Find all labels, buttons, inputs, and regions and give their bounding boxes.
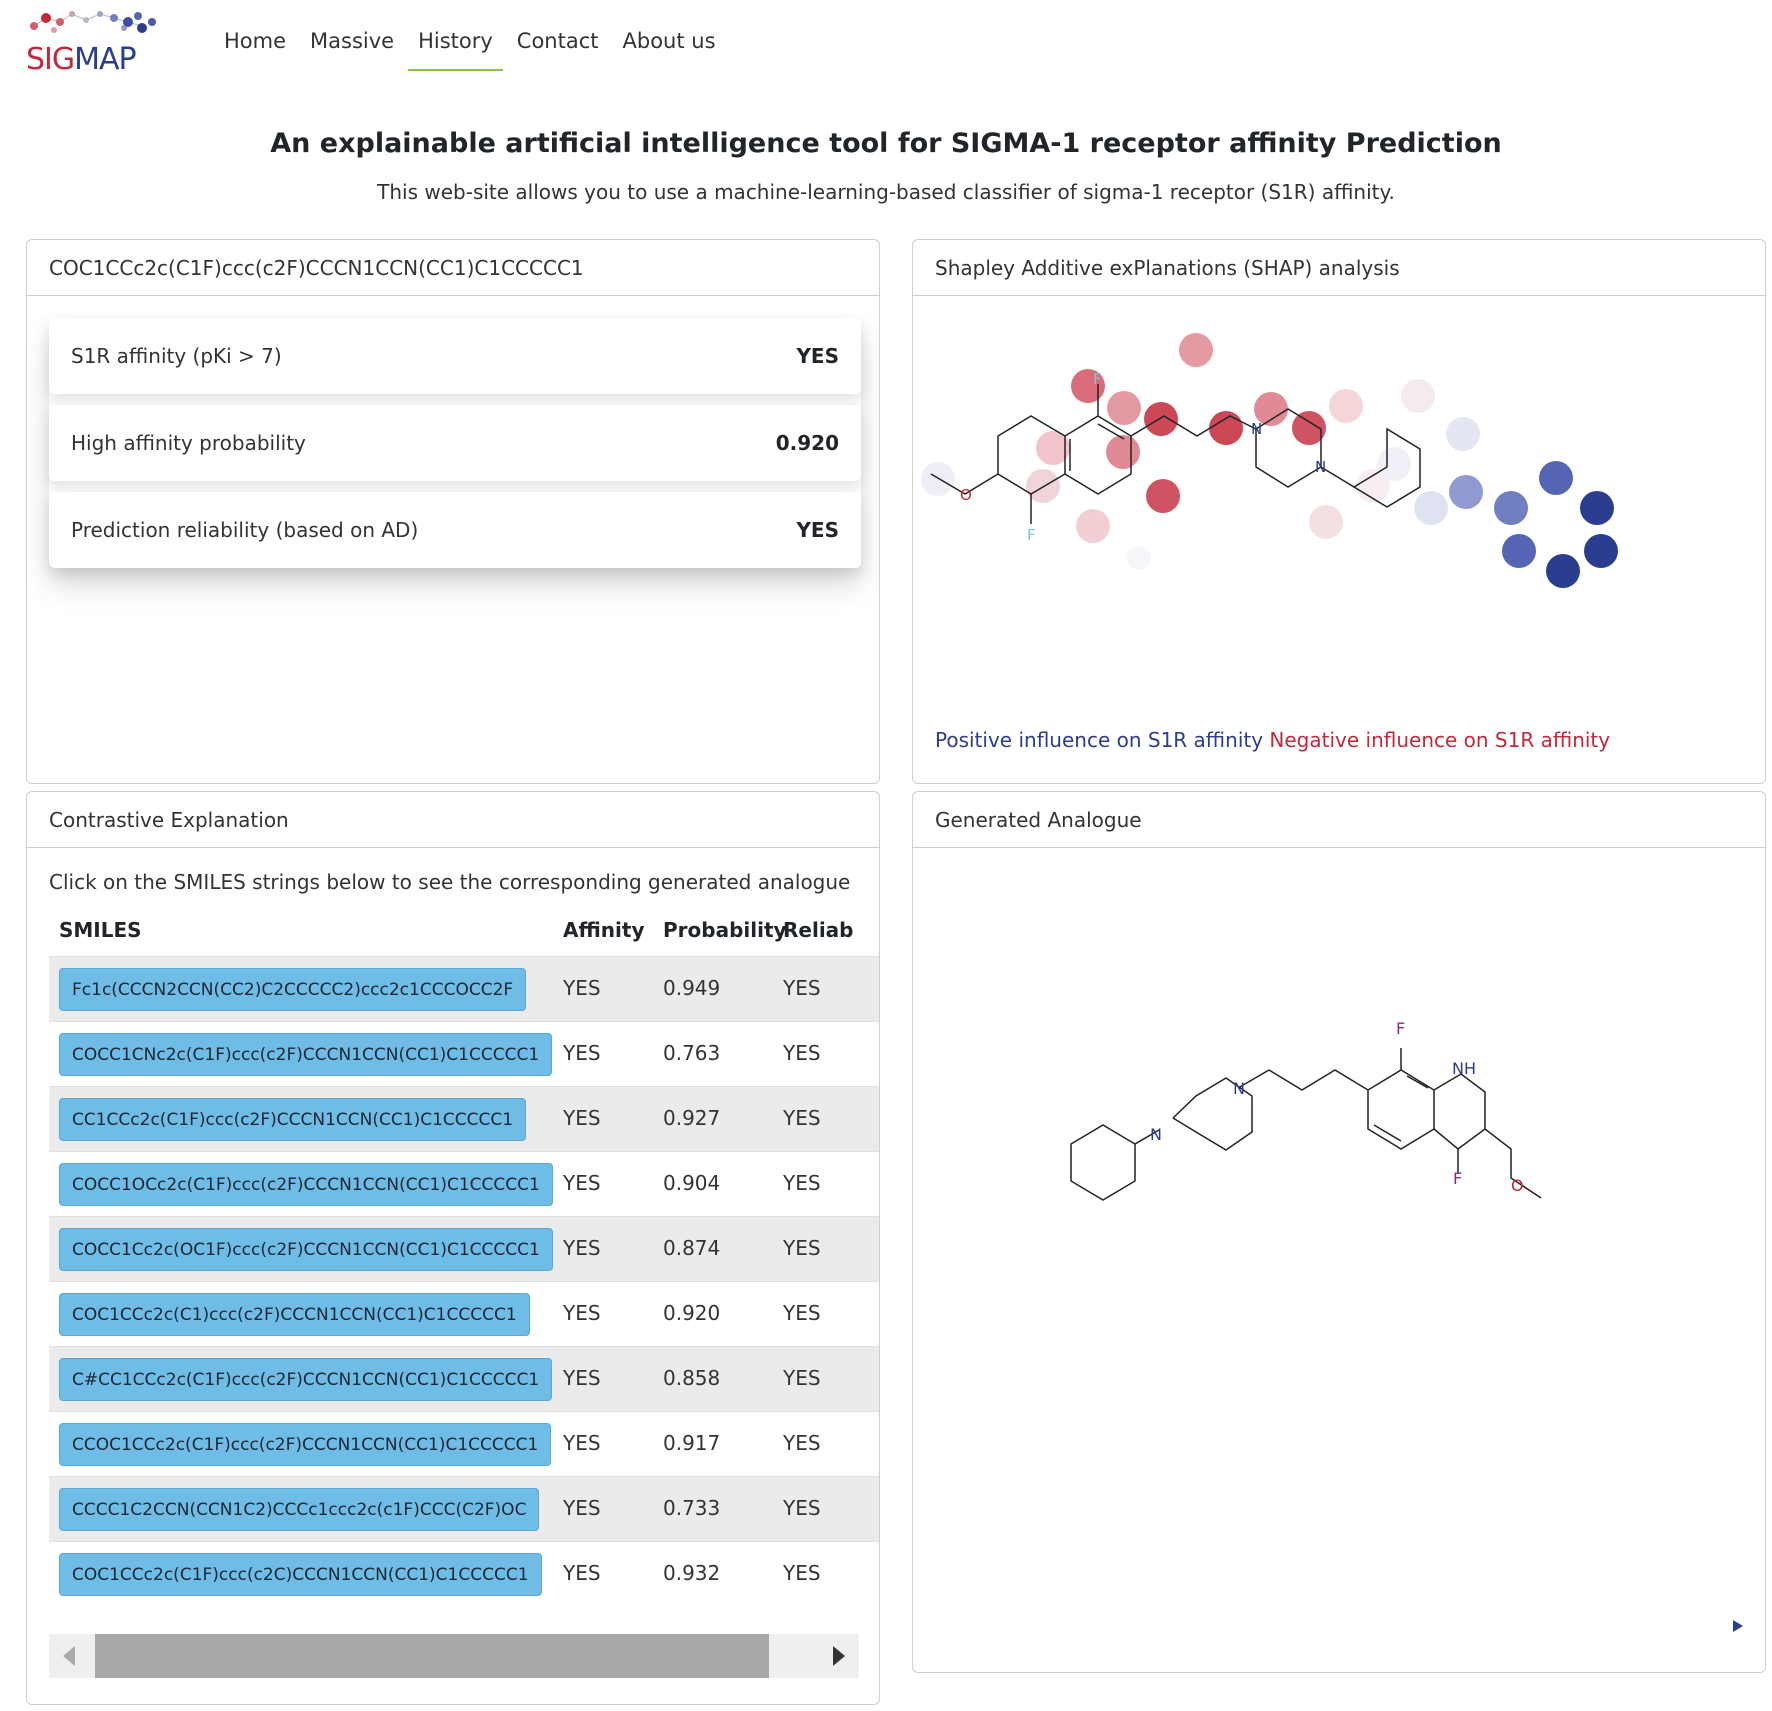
cell-reliability: YES <box>783 1431 821 1455</box>
cell-probability: 0.763 <box>663 1041 721 1065</box>
main-nav <box>212 26 728 72</box>
cell-reliability: YES <box>783 1236 821 1260</box>
page-title: An explainable artificial intelligence tool for SIGMA-1 receptor affinity Prediction <box>270 128 1502 159</box>
result-item-reliability <box>49 492 861 568</box>
table-row <box>49 1476 880 1541</box>
legend-negative: Negative influence on S1R affinity <box>1269 728 1611 752</box>
smiles-button[interactable]: COCC1OCc2c(C1F)ccc(c2F)CCCN1CCN(CC1)C1CCCCC1 <box>59 1163 553 1206</box>
generated-analogue-card <box>912 791 1766 1673</box>
cell-reliability: YES <box>783 1561 821 1585</box>
nav-home[interactable]: Home <box>224 29 287 53</box>
table-header <box>49 910 880 956</box>
smiles-button[interactable]: COC1CCc2c(C1)ccc(c2F)CCCN1CCN(CC1)C1CCCCC1 <box>59 1293 530 1336</box>
analogue-atom-f1: F <box>1396 1019 1406 1038</box>
table-row <box>49 1281 880 1346</box>
table-row <box>49 956 880 1021</box>
shap-molecule-diagram <box>913 296 1766 716</box>
cell-affinity: YES <box>563 1431 601 1455</box>
table-row <box>49 1151 880 1216</box>
cell-affinity: YES <box>563 1366 601 1390</box>
shap-atom-f1: F <box>1093 370 1102 388</box>
cell-probability: 0.932 <box>663 1561 721 1585</box>
cell-probability: 0.949 <box>663 976 721 1000</box>
table-row <box>49 1216 880 1281</box>
query-smiles: COC1CCc2c(C1F)ccc(c2F)CCCN1CCN(CC1)C1CCCCC1 <box>27 240 879 296</box>
smiles-button[interactable]: CC1CCc2c(C1F)ccc(c2F)CCCN1CCN(CC1)C1CCCCC1 <box>59 1098 526 1141</box>
scroll-left-arrow-icon[interactable] <box>63 1646 75 1666</box>
navbar <box>0 0 1772 80</box>
contrastive-title: Contrastive Explanation <box>27 792 879 848</box>
table-row <box>49 1411 880 1476</box>
play-icon[interactable] <box>1733 1620 1743 1632</box>
col-probability: Probability <box>663 918 787 942</box>
shap-atom-n1: N <box>1251 420 1263 438</box>
cell-affinity: YES <box>563 1496 601 1520</box>
cell-probability: 0.927 <box>663 1106 721 1130</box>
shap-title: Shapley Additive exPlanations (SHAP) analysis <box>913 240 1765 296</box>
nav-massive[interactable]: Massive <box>310 29 395 53</box>
table-row <box>49 1086 880 1151</box>
result-item-affinity <box>49 318 861 394</box>
result-value: 0.920 <box>775 431 839 455</box>
logo-wordmark: SIGMAP <box>26 42 136 77</box>
cell-affinity: YES <box>563 1236 601 1260</box>
cell-probability: 0.904 <box>663 1171 721 1195</box>
prediction-result-card <box>26 239 880 784</box>
analogue-table <box>49 910 880 1606</box>
smiles-button[interactable]: CCCC1C2CCN(CCN1C2)CCCc1ccc2c(c1F)CCC(C2F)OC <box>59 1488 539 1531</box>
analogue-molecule-diagram <box>913 848 1766 1268</box>
cell-affinity: YES <box>563 1106 601 1130</box>
cell-affinity: YES <box>563 1171 601 1195</box>
cell-reliability: YES <box>783 976 821 1000</box>
cell-reliability: YES <box>783 1106 821 1130</box>
cell-probability: 0.920 <box>663 1301 721 1325</box>
smiles-button[interactable]: COCC1CNc2c(C1F)ccc(c2F)CCCN1CCN(CC1)C1CCCCC1 <box>59 1033 552 1076</box>
contrastive-hint: Click on the SMILES strings below to see the corresponding generated analogue <box>49 870 851 894</box>
col-affinity: Affinity <box>563 918 645 942</box>
smiles-button[interactable]: Fc1c(CCCN2CCN(CC2)C2CCCCC2)ccc2c1CCCOCC2F <box>59 968 526 1011</box>
table-row <box>49 1346 880 1411</box>
shap-atom-f2: F <box>1027 526 1036 544</box>
cell-affinity: YES <box>563 1041 601 1065</box>
cell-probability: 0.733 <box>663 1496 721 1520</box>
result-value: YES <box>796 518 839 542</box>
nav-history[interactable]: History <box>406 26 505 72</box>
legend-positive: Positive influence on S1R affinity <box>935 728 1264 752</box>
table-row <box>49 1021 880 1086</box>
molecule-logo-icon <box>24 4 164 44</box>
table-body <box>49 956 880 1606</box>
smiles-button[interactable]: C#CC1CCc2c(C1F)ccc(c2F)CCCN1CCN(CC1)C1CCCCC1 <box>59 1358 552 1401</box>
cell-reliability: YES <box>783 1041 821 1065</box>
cell-reliability: YES <box>783 1301 821 1325</box>
analogue-title: Generated Analogue <box>913 792 1765 848</box>
col-smiles: SMILES <box>59 918 142 942</box>
cell-reliability: YES <box>783 1366 821 1390</box>
cell-reliability: YES <box>783 1171 821 1195</box>
cell-probability: 0.874 <box>663 1236 721 1260</box>
horizontal-scrollbar[interactable] <box>49 1634 859 1678</box>
shap-card <box>912 239 1766 784</box>
cell-affinity: YES <box>563 1561 601 1585</box>
cell-reliability: YES <box>783 1496 821 1520</box>
cell-affinity: YES <box>563 976 601 1000</box>
shap-atom-o: O <box>960 486 972 504</box>
analogue-atom-n1: N <box>1150 1125 1162 1144</box>
shap-atom-n2: N <box>1315 458 1327 476</box>
smiles-button[interactable]: CCOC1CCc2c(C1F)ccc(c2F)CCCN1CCN(CC1)C1CCCCC1 <box>59 1423 551 1466</box>
col-reliability: Reliab <box>783 918 854 942</box>
nav-contact[interactable]: Contact <box>516 29 599 53</box>
shap-atom-weights <box>921 333 1618 588</box>
analogue-atom-n2: N <box>1233 1079 1245 1098</box>
analogue-atom-nh: NH <box>1452 1059 1476 1078</box>
cell-probability: 0.917 <box>663 1431 721 1455</box>
result-item-probability <box>49 405 861 481</box>
cell-probability: 0.858 <box>663 1366 721 1390</box>
shap-legend <box>935 728 1610 752</box>
sigmap-logo[interactable] <box>24 4 164 76</box>
smiles-button[interactable]: COCC1Cc2c(OC1F)ccc(c2F)CCCN1CCN(CC1)C1CCCCC1 <box>59 1228 553 1271</box>
analogue-atom-o: O <box>1511 1176 1524 1195</box>
result-label: S1R affinity (pKi > 7) <box>71 344 282 368</box>
nav-about-us[interactable]: About us <box>622 29 716 53</box>
result-list <box>49 318 861 568</box>
result-label: Prediction reliability (based on AD) <box>71 518 419 542</box>
contrastive-card <box>26 791 880 1705</box>
table-row <box>49 1541 880 1606</box>
scroll-right-arrow-icon[interactable] <box>833 1646 845 1666</box>
scrollbar-thumb[interactable] <box>95 1634 769 1678</box>
result-label: High affinity probability <box>71 431 306 455</box>
page-subtitle: This web-site allows you to use a machine-learning-based classifier of sigma-1 receptor (S1R) affinity. <box>377 180 1395 204</box>
smiles-button[interactable]: COC1CCc2c(C1F)ccc(c2C)CCCN1CCN(CC1)C1CCCCC1 <box>59 1553 542 1596</box>
analogue-atom-f2: F <box>1453 1169 1463 1188</box>
result-value: YES <box>796 344 839 368</box>
cell-affinity: YES <box>563 1301 601 1325</box>
